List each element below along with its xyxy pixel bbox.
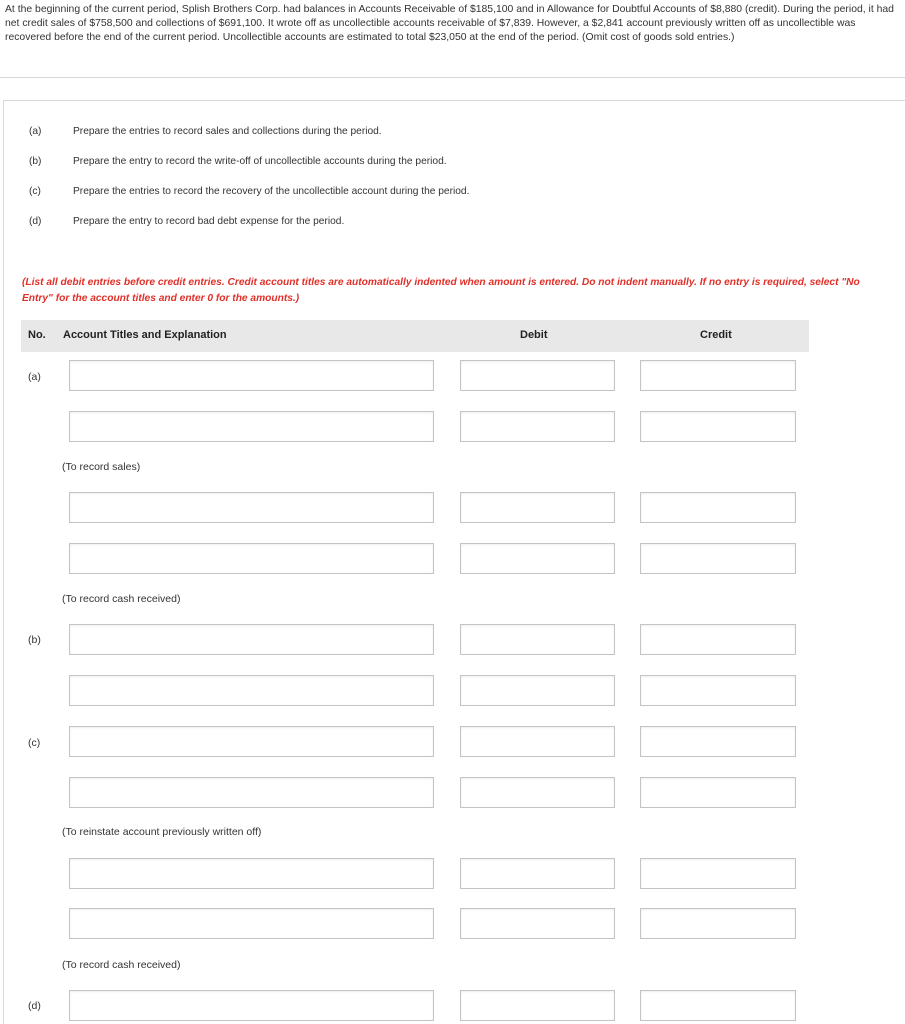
problem-statement <box>0 0 905 78</box>
explanation-record-sales: (To record sales) <box>62 461 141 473</box>
header-no: No. <box>28 329 46 341</box>
debit-input-c3[interactable] <box>460 858 615 889</box>
credit-input-c2[interactable] <box>640 777 796 808</box>
credit-input-a4[interactable] <box>640 543 796 574</box>
debit-input-c2[interactable] <box>460 777 615 808</box>
debit-input-a4[interactable] <box>460 543 615 574</box>
account-title-input-c3[interactable] <box>69 858 434 889</box>
credit-input-a1[interactable] <box>640 360 796 391</box>
account-title-input-c4[interactable] <box>69 908 434 939</box>
account-title-input-b1[interactable] <box>69 624 434 655</box>
credit-input-b2[interactable] <box>640 675 796 706</box>
header-account-titles: Account Titles and Explanation <box>63 329 227 341</box>
row-label-c: (c) <box>28 737 41 749</box>
debit-input-d1[interactable] <box>460 990 615 1021</box>
row-label-b: (b) <box>28 634 41 646</box>
credit-input-a2[interactable] <box>640 411 796 442</box>
entry-instructions: (List all debit entries before credit entries. Credit account titles are automatically indented when amount is entered. Do not indent manually. If no entry is required, select "No Entry" for the account titles and enter 0 for the amounts.) <box>22 277 860 304</box>
debit-input-a1[interactable] <box>460 360 615 391</box>
credit-input-c4[interactable] <box>640 908 796 939</box>
account-title-input-a2[interactable] <box>69 411 434 442</box>
account-title-input-d1[interactable] <box>69 990 434 1021</box>
credit-input-c3[interactable] <box>640 858 796 889</box>
account-title-input-a3[interactable] <box>69 492 434 523</box>
requirement-d-text: Prepare the entry to record bad debt expense for the period. <box>73 216 345 227</box>
explanation-reinstate-account: (To reinstate account previously written off) <box>62 826 262 838</box>
requirement-b-text: Prepare the entry to record the write-off of uncollectible accounts during the period. <box>73 156 447 167</box>
requirement-a-text: Prepare the entries to record sales and collections during the period. <box>73 126 382 137</box>
debit-input-c1[interactable] <box>460 726 615 757</box>
account-title-input-b2[interactable] <box>69 675 434 706</box>
row-label-d: (d) <box>28 1000 41 1012</box>
row-label-a: (a) <box>28 371 41 383</box>
account-title-input-c2[interactable] <box>69 777 434 808</box>
explanation-record-cash-received-c: (To record cash received) <box>62 959 181 971</box>
header-credit: Credit <box>700 329 732 341</box>
requirement-a-letter: (a) <box>29 126 42 137</box>
credit-input-d1[interactable] <box>640 990 796 1021</box>
debit-input-b2[interactable] <box>460 675 615 706</box>
account-title-input-c1[interactable] <box>69 726 434 757</box>
account-title-input-a4[interactable] <box>69 543 434 574</box>
credit-input-c1[interactable] <box>640 726 796 757</box>
journal-table-header <box>21 320 809 352</box>
requirement-d-letter: (d) <box>29 216 42 227</box>
explanation-record-cash-received: (To record cash received) <box>62 593 181 605</box>
account-title-input-a1[interactable] <box>69 360 434 391</box>
credit-input-a3[interactable] <box>640 492 796 523</box>
header-debit: Debit <box>520 329 548 341</box>
requirement-c-letter: (c) <box>29 186 41 197</box>
debit-input-a2[interactable] <box>460 411 615 442</box>
requirement-c-text: Prepare the entries to record the recovery of the uncollectible account during the period. <box>73 186 470 197</box>
problem-text: At the beginning of the current period, Splish Brothers Corp. had balances in Accounts Receivable of $185,100 and in Allowance for Doubtful Accounts of $8,880 (credit). During the period, it had net credit sales of $758,500 and collections of $691,100. It wrote off as uncollectible accounts receivable of $7,839. However, a $2,841 account previously written off as uncollectible was recovered before the end of the current period. Uncollectible accounts are estimated to total $23,050 at the end of the period. (Omit cost of goods sold entries.) <box>5 4 894 44</box>
credit-input-b1[interactable] <box>640 624 796 655</box>
question-panel <box>3 100 905 1024</box>
debit-input-a3[interactable] <box>460 492 615 523</box>
debit-input-b1[interactable] <box>460 624 615 655</box>
requirement-b-letter: (b) <box>29 156 42 167</box>
debit-input-c4[interactable] <box>460 908 615 939</box>
